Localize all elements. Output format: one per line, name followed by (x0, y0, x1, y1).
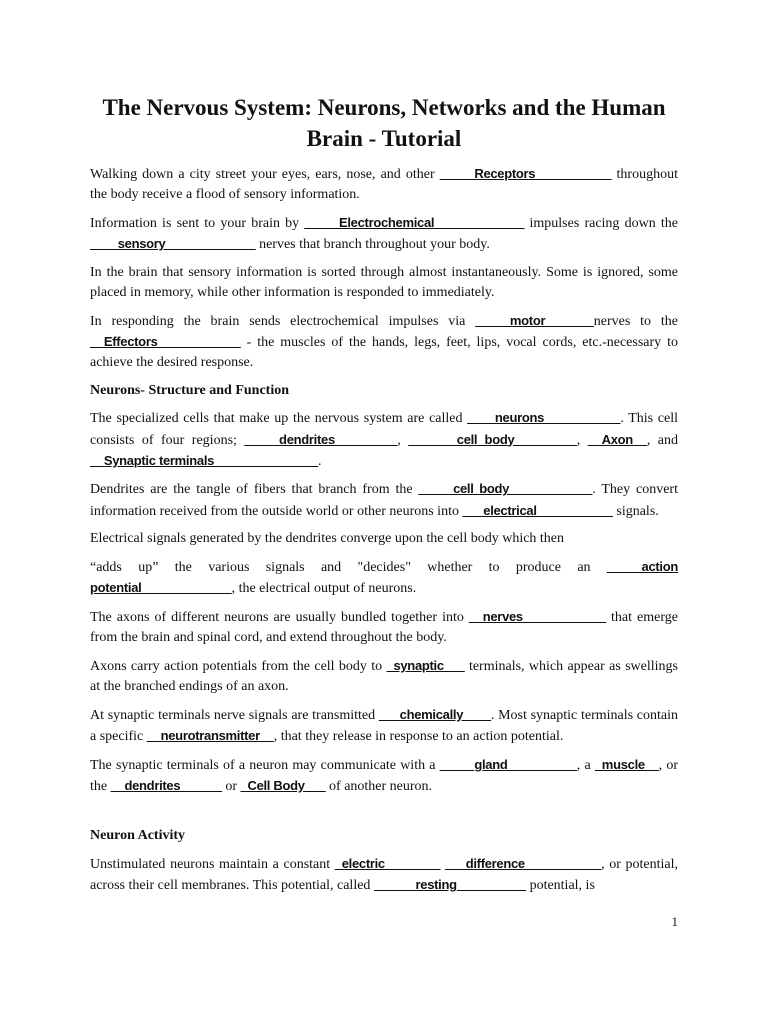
paragraph-text: potential, is (526, 877, 595, 893)
filled-blank-answer: _synaptic___ (386, 657, 465, 673)
paragraph-text: , (397, 432, 409, 448)
paragraph-text: The specialized cells that make up the nervous system are called (90, 411, 468, 427)
paragraph-text: Electrical signals generated by the dendrites converge upon the cell body which then (90, 531, 565, 547)
filled-blank-answer: ___electrical___________ (462, 502, 613, 518)
paragraph-text: , that they release in response to an action potential. (273, 728, 564, 744)
filled-blank-answer: _electric________ (334, 855, 441, 871)
paragraph (90, 529, 678, 549)
filled-blank-answer: __Effectors____________ (90, 333, 241, 349)
filled-blank-answer: _____motor_______ (475, 312, 594, 328)
paragraph (90, 479, 678, 521)
paragraph-text: Axons carry action potentials from the cell body to (90, 658, 387, 674)
filled-blank-answer: _____action potential_____________ (90, 559, 678, 596)
filled-blank-answer: __Synaptic terminals_______________ (90, 452, 319, 468)
filled-blank-answer: _______cell body_________ (408, 431, 577, 447)
page-title: The Nervous System: Neurons, Networks and the Human Brain - Tutorial (102, 95, 666, 151)
paragraph-text: throughout the body receive a flood of sensory information. (90, 167, 678, 203)
paragraph (90, 607, 678, 648)
paragraph-text: Information is sent to your brain by (90, 215, 305, 231)
paragraph-text: , or potential, across their cell membranes. This potential, called (90, 856, 679, 893)
filled-blank-answer: _____gland__________ (439, 756, 577, 772)
paragraph (90, 164, 678, 205)
paragraph-text: , a (576, 757, 595, 773)
paragraph (90, 311, 678, 374)
section-heading: Neuron Activity (90, 828, 186, 844)
paragraph (90, 557, 678, 599)
filled-blank-answer: __Axon__ (587, 431, 647, 447)
paragraph-text: , (576, 432, 588, 448)
paragraph (90, 755, 678, 797)
paragraph-text: The axons of different neurons are usually bundled together into (90, 609, 469, 625)
paragraph-text: impulses racing down the (524, 215, 679, 231)
paragraph-text: signals. (612, 503, 659, 519)
filled-blank-answer: _____dendrites_________ (244, 431, 398, 447)
paragraph (90, 408, 678, 472)
paragraph-text: . They convert information received from the outside world or other neurons into (90, 482, 678, 519)
document-page (90, 92, 678, 903)
paragraph-text: At synaptic terminals nerve signals are transmitted (90, 707, 379, 723)
filled-blank-answer: __nerves____________ (468, 608, 607, 624)
paragraph-text: or (221, 778, 241, 794)
paragraph (90, 656, 678, 697)
paragraph-text: that emerge from the brain and spinal cord, and extend throughout the body. (90, 609, 678, 646)
paragraph-text: , or the (90, 757, 679, 794)
paragraph-text: . Most synaptic terminals contain a specific (90, 707, 678, 744)
paragraph-text: In responding the brain sends electrochemical impulses via (90, 313, 476, 329)
paragraph (90, 263, 678, 303)
section-heading: Neurons- Structure and Function (90, 382, 290, 398)
paragraph-text: nerves that branch throughout your body. (255, 237, 490, 253)
paragraph (90, 705, 678, 747)
filled-blank-answer: ____sensory_____________ (90, 236, 256, 252)
filled-blank-answer: ______resting__________ (373, 876, 527, 892)
paragraph-text: terminals, which appear as swellings at the branched endings of an axon. (90, 658, 679, 695)
paragraph-text: nerves to the (593, 313, 678, 329)
paragraph-text: of another neuron. (325, 778, 433, 794)
paragraph-text: Unstimulated neurons maintain a constant (90, 856, 335, 872)
paragraph-text: “adds up” the various signals and "decides" whether to produce an (90, 560, 607, 576)
paragraph-text: Dendrites are the tangle of fibers that branch from the (90, 482, 419, 498)
filled-blank-answer: __dendrites______ (110, 777, 222, 793)
paragraph-text: The synaptic terminals of a neuron may communicate with a (90, 757, 440, 773)
paragraph-text: . This cell consists of four regions; (90, 411, 679, 448)
filled-blank-answer: _____cell body____________ (418, 481, 593, 497)
filled-blank-answer: _Cell Body___ (240, 777, 326, 793)
paragraph-text: , and (646, 432, 679, 448)
document-body (90, 164, 678, 896)
paragraph (90, 213, 678, 255)
page-number: 1 (671, 914, 678, 929)
filled-blank-answer: ___difference___________ (444, 855, 602, 871)
paragraph (90, 854, 678, 896)
filled-blank-answer: _____Receptors___________ (439, 166, 612, 181)
paragraph-text: In the brain that sensory information is sorted through almost instantaneously. Some is ignored, some placed in memory, while other information is responded to immediately. (90, 264, 678, 301)
filled-blank-answer: __neurotransmitter__ (146, 727, 274, 743)
paragraph-text: Walking down a city street your eyes, ears, nose, and other (90, 167, 440, 182)
paragraph-text: - the muscles of the hands, legs, feet, lips, vocal cords, etc.-necessary to achieve the desired response. (90, 334, 678, 371)
paragraph-text: . (318, 453, 322, 469)
filled-blank-answer: _____Electrochemical_____________ (304, 214, 525, 230)
filled-blank-answer: _muscle__ (594, 756, 659, 772)
filled-blank-answer: ____neurons___________ (467, 410, 621, 426)
filled-blank-answer: ___chemically____ (378, 706, 491, 722)
paragraph-text: , the electrical output of neurons. (231, 581, 417, 597)
